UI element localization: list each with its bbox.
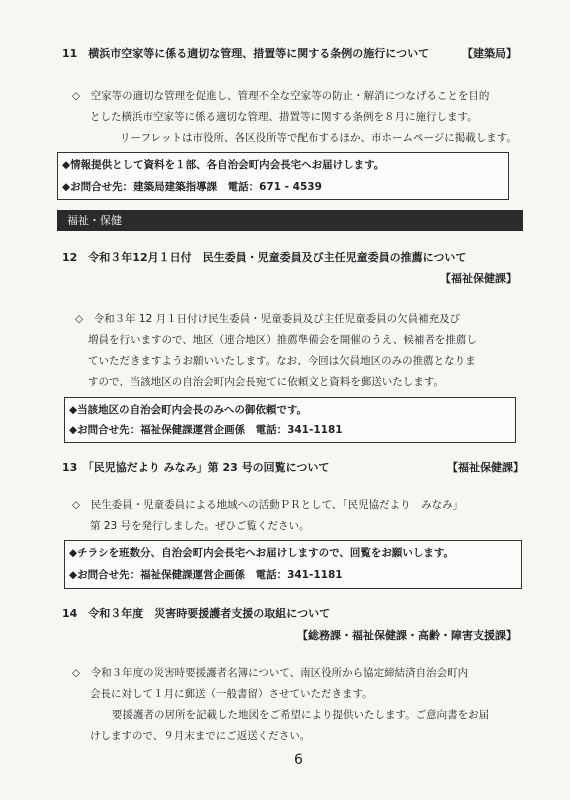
section-12-heading: 12 令和３年12月１日付 民生委員・児童委員及び主任児童委員の推薦について — [62, 251, 467, 264]
section-13-box-line-2: ◆お問合せ先：福祉保健課運営企画係 電話：341-1181 — [69, 569, 343, 581]
section-12-box-line-1: ◆当該地区の自治会町内会長のみへの御依頼です。 — [69, 404, 308, 416]
section-11-box-line-2: ◆お問合せ先：建築局建築指導課 電話：671 - 4539 — [62, 181, 322, 193]
section-12-info-box — [64, 397, 516, 443]
section-13-dept: 【福祉保健課】 — [447, 461, 524, 474]
section-11-box-line-1: ◆情報提供として資料を１部、各自治会町内会長宅へお届けします。 — [62, 159, 385, 171]
section-11-line-1: ◇ 空家等の適切な管理を促進し、管理不全な空家等の防止・解消につなげることを目的 — [72, 90, 490, 102]
section-12-dept: 【福祉保健課】 — [440, 272, 517, 285]
section-11-info-box — [57, 152, 509, 200]
section-13-box-line-1: ◆チラシを班数分、自治会町内会長宅へお届けしますので、回覧をお願いします。 — [69, 547, 455, 559]
section-14-line-3: 要援護者の居所を記載した地図をご希望により提供いたします。ご意向書をお届 — [112, 709, 490, 721]
section-12-line-4: すので、当該地区の自治会町内会長宛てに依頼文と資料を郵送いたします。 — [88, 376, 444, 388]
category-band — [57, 210, 523, 231]
section-11-line-2: とした横浜市空家等に係る適切な管理、措置等に関する条例を８月に施行します。 — [90, 111, 478, 123]
section-14-line-1: ◇ 令和３年度の災害時要援護者名簿について、南区役所から協定締結済自治会町内 — [72, 667, 469, 679]
section-11-heading: 11 横浜市空家等に係る適切な管理、措置等に関する条例の施行について — [62, 47, 430, 60]
section-13-line-2: 第 23 号を発行しました。ぜひご覧ください。 — [90, 520, 310, 532]
section-11-dept: 【建築局】 — [462, 47, 517, 60]
section-12-box-line-2: ◆お問合せ先：福祉保健課運営企画係 電話：341-1181 — [69, 424, 343, 436]
section-13-line-1: ◇ 民生委員・児童委員による地域への活動ＰＲとして、「民児協だより みなみ」 — [72, 499, 464, 511]
section-12-line-2: 増員を行いますので、地区（連合地区）推薦準備会を開催のうえ、候補者を推薦し — [88, 334, 477, 346]
section-14-line-2: 会長に対して１月に郵送（一般書留）させていただきます。 — [90, 688, 373, 700]
section-14-line-4: けしますので、９月末までにご返送ください。 — [90, 730, 311, 742]
category-band-label: 福祉・保健 — [67, 214, 122, 227]
section-12-line-1: ◇ 令和３年 12 月１日付け民生委員・児童委員及び主任児童委員の欠員補充及び — [75, 313, 461, 325]
section-14-heading: 14 令和３年度 災害時要援護者支援の取組について — [62, 607, 331, 620]
section-13-info-box — [64, 540, 522, 589]
section-14-dept: 【総務課・福祉保健課・高齢・障害支援課】 — [297, 629, 517, 642]
section-11-line-3: リーフレットは市役所、各区役所等で配布するほか、市ホームページに掲載します。 — [120, 132, 517, 144]
page-number: 6 — [294, 752, 303, 768]
section-13-heading: 13 「民児協だより みなみ」第 23 号の回覧について — [62, 461, 330, 474]
section-12-line-3: ていただきますようお願いいたします。なお、今回は欠員地区のみの推薦となりま — [88, 355, 476, 367]
